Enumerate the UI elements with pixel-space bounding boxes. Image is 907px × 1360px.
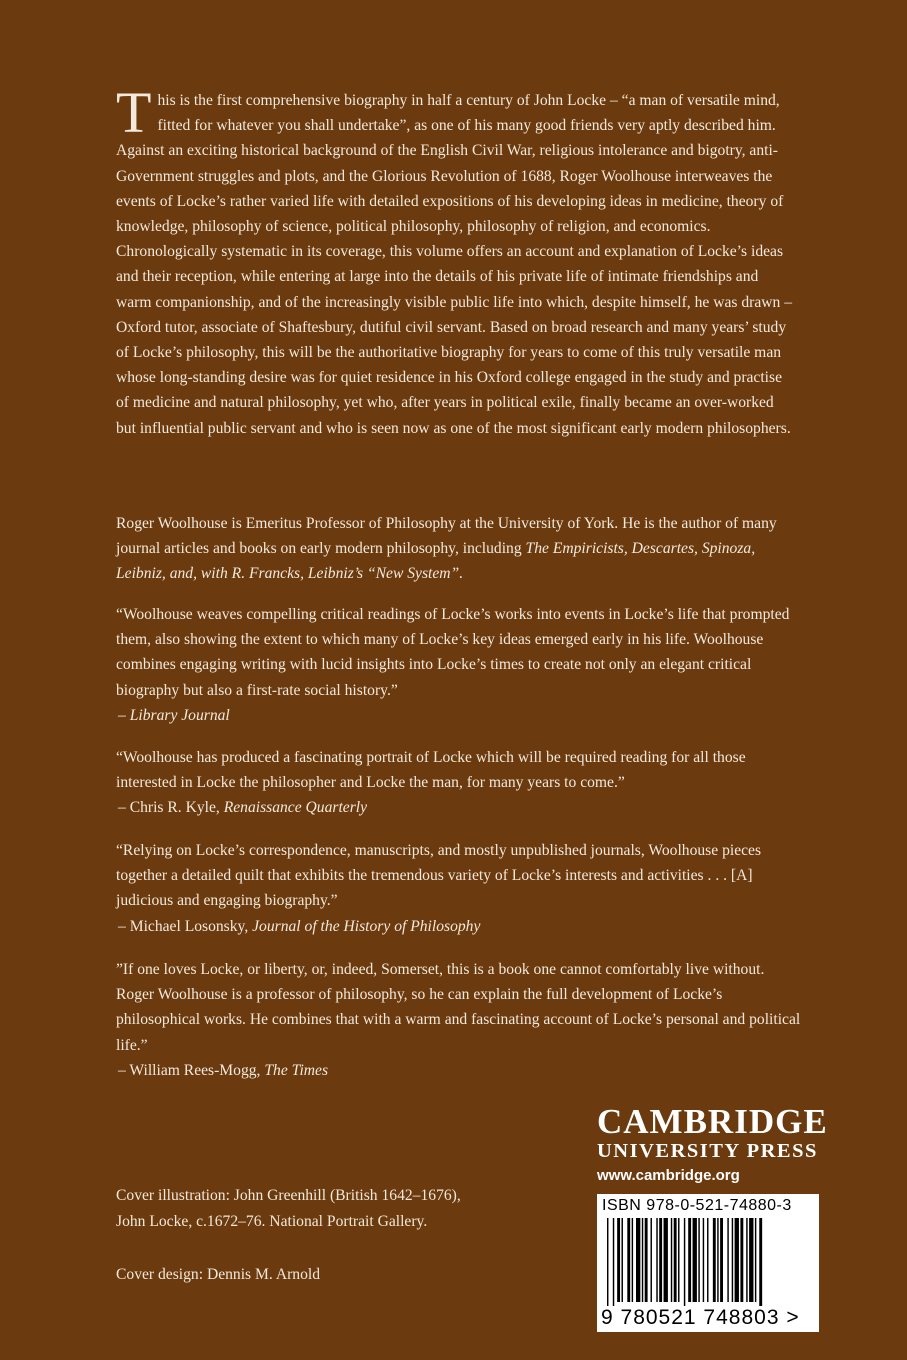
author-works: The Empiricists, Descartes, Spinoza, Leibniz, and, with R. Francks, Leibniz’s “New System”.: [116, 540, 756, 583]
review-quote: “Woolhouse weaves compelling critical readings of Locke’s works into events in Locke’s life that prompted them, also showing the extent to which many of Locke’s key ideas emerged early in his life. Woolhouse combines engaging writing with lucid insights into Locke’s times to create not only an elegant critical biography but also a first-rate social history.”: [116, 606, 790, 699]
publisher-url: www.cambridge.org: [597, 1167, 740, 1184]
review-source: Journal of the History of Philosophy: [252, 917, 481, 935]
barcode-bar: [703, 1218, 704, 1302]
review-quote: “Relying on Locke’s correspondence, manuscripts, and mostly unpublished journals, Woolhouse pieces together a detailed quilt that exhibits the tremendous variety of Locke’s interests and activities . . . [A] judicious and engaging biography.”: [116, 842, 762, 910]
barcode-bar: [607, 1218, 608, 1306]
barcode-bar: [693, 1218, 697, 1302]
barcode-bar: [656, 1218, 657, 1302]
barcode-bar: [735, 1218, 739, 1302]
review-3: [116, 838, 806, 939]
barcode-bar: [717, 1218, 718, 1302]
barcode-bar: [678, 1218, 679, 1302]
book-description: [116, 80, 796, 441]
publisher-logo: [597, 1104, 837, 1187]
barcode-bar: [720, 1218, 723, 1302]
barcode-bar: [746, 1218, 747, 1302]
review-attribution: – Michael Losonsky, Journal of the History of Philosophy: [118, 917, 481, 935]
barcode-bar: [613, 1218, 614, 1306]
barcode-bar: [759, 1218, 762, 1306]
review-attribution: – Chris R. Kyle, Renaissance Quarterly: [118, 799, 368, 817]
barcode-bar: [684, 1218, 685, 1306]
description-text: his is the first comprehensive biography in half a century of John Locke – “a man of versatile mind, fitted for whatever you shall undertake”, as one of his many good friends very aptly described him. Against an exciting historical background of the English Civil War, religious intolerance and bigotry, anti-Government struggles and plots, and the Glorious Revolution of 1688, Roger Woolhouse interweaves the events of Locke’s rather varied life with detailed expositions of his developing ideas in medicine, theory of knowledge, philosophy of science, political philosophy, philosophy of religion, and economics. Chronologically systematic in its coverage, this volume offers an account and explanation of Locke’s ideas and their reception, while entering at large into the details of his private life of intimate friendships and warm companionship, and of the increasingly visible public life into which, despite himself, he was drawn – Oxford tutor, associate of Shaftesbury, dutiful civil servant. Based on broad research and many years’ study of Locke’s philosophy, this will be the authoritative biography for years to come of this truly versatile man whose long-standing desire was for quiet residence in his Oxford college engaged in the study and practise of medicine and natural philosophy, yet who, after years in political exile, finally became an over-worked but influential public servant and who is seen now as one of the most significant early modern philosophers.: [116, 92, 793, 437]
barcode-bar: [617, 1218, 620, 1302]
barcode-bar: [632, 1218, 633, 1302]
barcode-bar: [636, 1218, 640, 1302]
cover-illustration-line-2: John Locke, c.1672–76. National Portrait Gallery.: [116, 1213, 428, 1230]
barcode-bar: [740, 1218, 743, 1302]
review-attribution: – Library Journal: [118, 706, 230, 724]
author-bio: [116, 511, 806, 587]
barcode-bar: [651, 1218, 652, 1302]
barcode-bar: [698, 1218, 699, 1302]
barcode-bar: [642, 1218, 643, 1302]
review-source: Library Journal: [129, 706, 230, 724]
review-quote: ”If one loves Locke, or liberty, or, indeed, Somerset, this is a book one cannot comfortably live without. Roger Woolhouse is a professor of philosophy, so he can explain the full development of Locke’s philosophical works. He combines that with a warm and fascinating account of Locke’s personal and political life.”: [116, 961, 801, 1054]
cover-design-credit: Cover design: Dennis M. Arnold: [116, 1266, 321, 1283]
review-source: The Times: [264, 1061, 329, 1079]
review-2: [116, 745, 806, 821]
barcode-bar: [749, 1218, 753, 1302]
barcode-digits: 9 780521 748803 >: [601, 1306, 800, 1329]
review-quote: “Woolhouse has produced a fascinating portrait of Locke which will be required reading for all those interested in Locke the philosopher and Locke the man, for many years to come.”: [116, 749, 746, 792]
review-1: [116, 602, 806, 728]
barcode-bar: [732, 1218, 733, 1302]
barcode-bar: [627, 1218, 630, 1302]
barcode-bar: [671, 1218, 672, 1302]
barcode-bar: [755, 1218, 756, 1302]
isbn-barcode: [597, 1194, 819, 1332]
barcode-bar: [713, 1218, 716, 1302]
drop-cap: T: [116, 80, 152, 145]
publisher-name: CAMBRIDGE: [597, 1102, 828, 1141]
cover-illustration-line-1: Cover illustration: John Greenhill (British 1642–1676),: [116, 1187, 461, 1204]
publisher-subname: UNIVERSITY PRESS: [597, 1140, 818, 1162]
barcode-bar: [659, 1218, 662, 1302]
barcode-bar: [622, 1218, 623, 1302]
barcode-bar: [645, 1218, 648, 1302]
barcode-bar: [688, 1218, 691, 1302]
barcode-bar: [664, 1218, 668, 1302]
barcode-bars: [605, 1218, 811, 1306]
barcode-bar: [674, 1218, 677, 1302]
review-4: [116, 957, 806, 1083]
barcode-bar: [707, 1218, 708, 1302]
cover-illustration-credit: [116, 1183, 536, 1235]
review-source: Renaissance Quarterly: [223, 799, 368, 817]
author-bio-text: Roger Woolhouse is Emeritus Professor of Philosophy at the University of York. He is the author of many journal articles and books on early modern philosophy, including: [116, 515, 777, 558]
barcode-bar: [727, 1218, 728, 1302]
isbn-number: ISBN 978-0-521-74880-3: [602, 1197, 792, 1214]
review-attribution: – William Rees-Mogg, The Times: [118, 1061, 329, 1079]
